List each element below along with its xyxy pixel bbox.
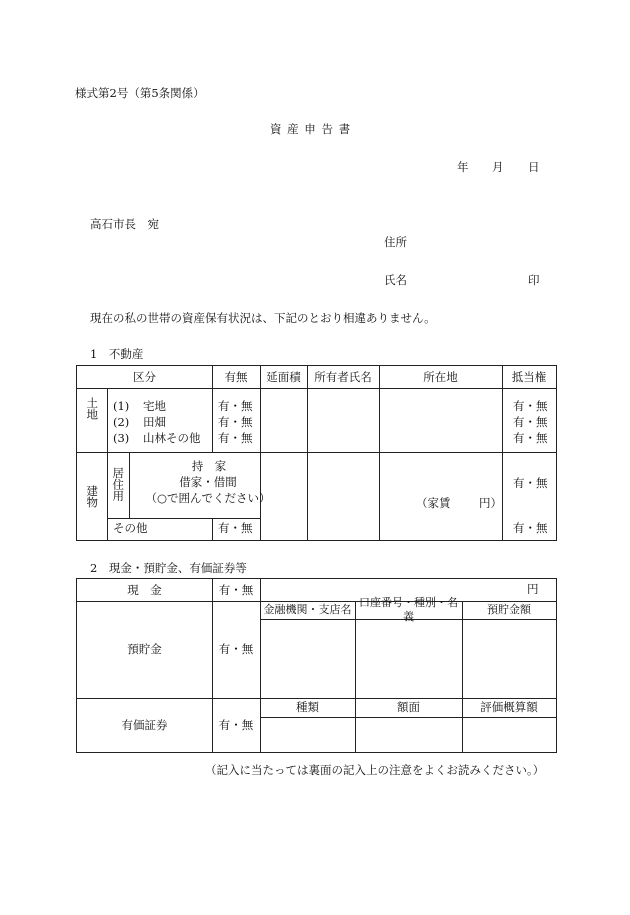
cash-has-option: 有・無 xyxy=(218,582,254,597)
securities-has-option: 有・無 xyxy=(218,717,254,732)
form-number: 様式第2号（第5条関係） xyxy=(75,86,205,100)
date-month-label: 月 xyxy=(492,160,504,174)
addressee: 高石市長 宛 xyxy=(90,217,159,231)
owned-house-option: 持 家 xyxy=(191,459,227,473)
deposits-has-option: 有・無 xyxy=(218,642,254,657)
header-owner: 所有者氏名 xyxy=(314,369,372,384)
header-deposit-amount: 預貯金額 xyxy=(487,603,531,617)
residence-label: 居住用 xyxy=(111,466,126,502)
cash-securities-table xyxy=(76,578,557,753)
header-mortgage: 抵当権 xyxy=(511,369,547,384)
land-has-option: 有・無 xyxy=(218,399,253,413)
document-title: 資 産 申 告 書 xyxy=(270,122,352,136)
land-has-column xyxy=(218,398,253,446)
land-item-num: (2) xyxy=(113,415,130,429)
land-item-num: (3) xyxy=(113,431,130,445)
land-mortgage-option: 有・無 xyxy=(513,431,548,445)
securities-label: 有価証券 xyxy=(121,717,168,732)
date-year-label: 年 xyxy=(457,160,469,174)
land-item-num: (1) xyxy=(113,399,130,413)
deposits-label: 預貯金 xyxy=(127,642,162,657)
circle-instruction: （○で囲んでください） xyxy=(145,491,271,505)
name-label: 氏名 xyxy=(384,273,407,287)
land-mortgage-option: 有・無 xyxy=(513,399,548,413)
seal-label: 印 xyxy=(528,273,540,287)
other-has-option: 有・無 xyxy=(218,521,253,535)
rent-unit: 円） xyxy=(479,496,502,510)
land-has-option: 有・無 xyxy=(218,415,253,429)
land-item-name: 宅地 xyxy=(143,399,166,413)
section1-heading: 1 不動産 xyxy=(90,347,144,361)
land-item-numbers xyxy=(113,398,129,446)
other-mortgage-option: 有・無 xyxy=(513,521,548,535)
header-account-info: 口座番号・種別・名義 xyxy=(359,596,458,623)
land-label: 土地 xyxy=(85,396,100,420)
header-category: 区分 xyxy=(133,369,156,384)
header-has: 有無 xyxy=(224,369,248,384)
land-item-name: 田畑 xyxy=(143,415,166,429)
address-label: 住所 xyxy=(384,235,407,249)
land-item-name: 山林その他 xyxy=(143,431,201,445)
date-day-label: 日 xyxy=(528,160,540,174)
header-bank-branch: 金融機関・支店名 xyxy=(263,603,352,617)
residence-mortgage-option: 有・無 xyxy=(513,476,548,490)
rent-label: （家賃 xyxy=(416,496,451,510)
real-estate-table xyxy=(76,365,557,541)
header-security-type: 種類 xyxy=(296,700,319,715)
land-mortgage-option: 有・無 xyxy=(513,415,548,429)
other-building-label: その他 xyxy=(113,521,148,535)
building-label: 建物 xyxy=(85,484,100,508)
header-floor-area: 延面積 xyxy=(266,369,301,384)
cash-yen-unit: 円 xyxy=(527,582,539,596)
section2-heading: 2 現金・預貯金、有価証券等 xyxy=(90,561,247,575)
footer-note: （記入に当たっては裏面の記入上の注意をよくお読みください。） xyxy=(205,763,545,777)
header-estimated-value: 評価概算額 xyxy=(480,700,538,715)
header-face-value: 額面 xyxy=(397,700,420,715)
land-mortgage-column xyxy=(513,398,548,446)
land-item-names xyxy=(143,398,201,446)
land-has-option: 有・無 xyxy=(218,431,253,445)
rented-house-option: 借家・借間 xyxy=(179,475,237,489)
declaration-text: 現在の私の世帯の資産保有状況は、下記のとおり相違ありません。 xyxy=(90,311,436,325)
cash-label: 現 金 xyxy=(127,582,162,597)
header-location: 所在地 xyxy=(423,369,458,384)
